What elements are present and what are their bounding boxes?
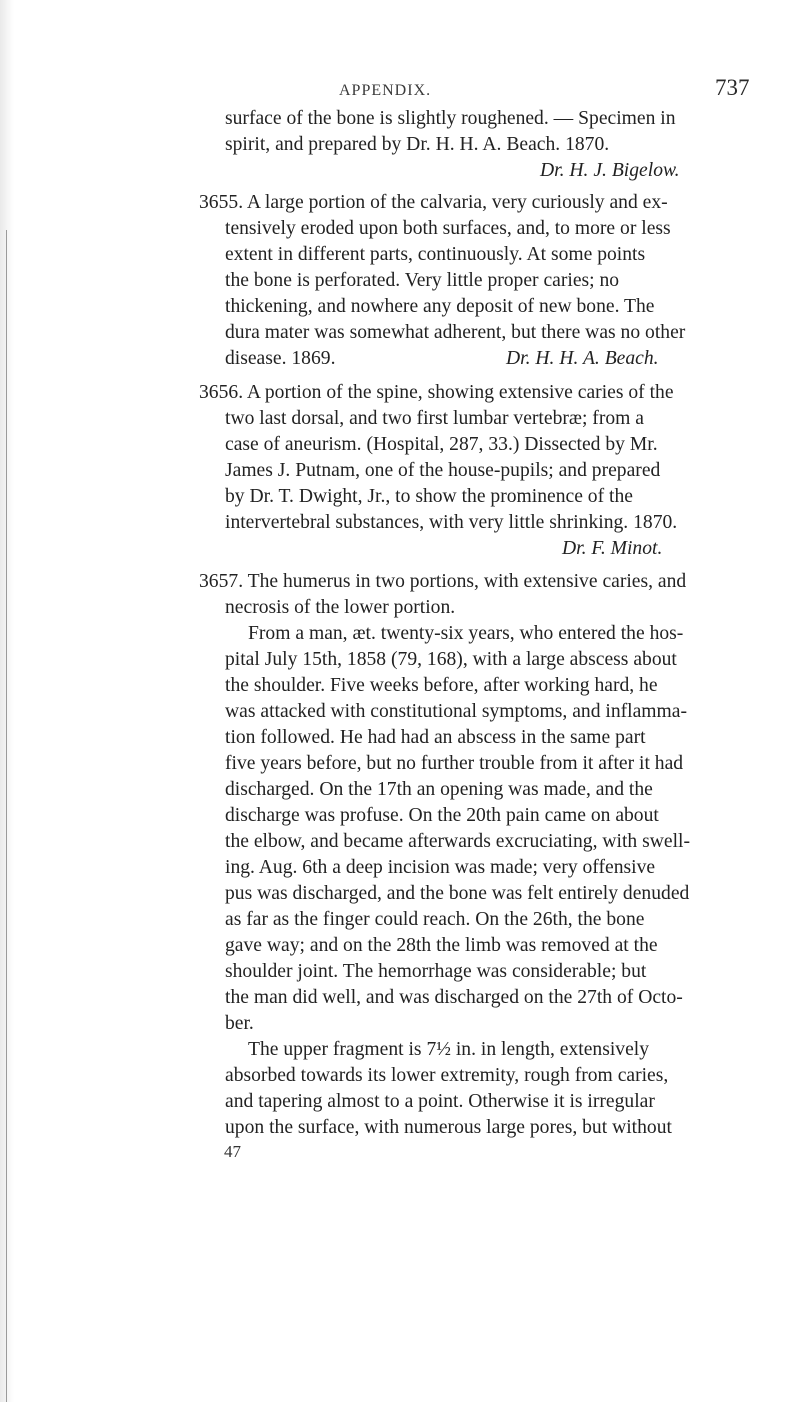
text-line: shoulder joint. The hemorrhage was considerable; but <box>225 961 647 982</box>
signature-mark: 47 <box>224 1142 241 1161</box>
text-line: pital July 15th, 1858 (79, 168), with a large abscess about <box>225 649 677 670</box>
text-line: by Dr. T. Dwight, Jr., to show the prominence of the <box>225 486 633 507</box>
text-line: the man did well, and was discharged on the 27th of Octo- <box>225 987 683 1008</box>
text-line: tion followed. He had had an abscess in the same part <box>225 727 646 748</box>
text-line: and tapering almost to a point. Otherwise it is irregular <box>225 1091 655 1112</box>
text-line: upon the surface, with numerous large pores, but without <box>225 1117 672 1138</box>
text-line: discharge was profuse. On the 20th pain came on about <box>225 805 659 826</box>
text-line: discharged. On the 17th an opening was made, and the <box>225 779 653 800</box>
entry-first-line: 3657. The humerus in two portions, with extensive caries, and <box>199 571 687 592</box>
text-line: extent in different parts, continuously. At some points <box>225 244 646 265</box>
text-line: From a man, æt. twenty-six years, who entered the hos- <box>248 623 684 644</box>
text-line: intervertebral substances, with very little shrinking. 1870. <box>225 512 678 533</box>
text-line: dura mater was somewhat adherent, but there was no other <box>225 322 686 343</box>
text-line: The upper fragment is 7½ in. in length, extensively <box>248 1039 650 1060</box>
text-line: tensively eroded upon both surfaces, and, to more or less <box>225 218 671 239</box>
entry-first-line: 3656. A portion of the spine, showing extensive caries of the <box>199 382 674 403</box>
text-line: surface of the bone is slightly roughened. — Specimen in <box>225 108 676 129</box>
text-line: five years before, but no further trouble from it after it had <box>225 753 684 774</box>
page-number: 737 <box>715 75 750 100</box>
entry-first-line: 3655. A large portion of the calvaria, very curiously and ex- <box>199 192 668 213</box>
text-line: two last dorsal, and two first lumbar vertebræ; from a <box>225 408 644 429</box>
text-line: ber. <box>225 1013 254 1034</box>
text-line: case of aneurism. (Hospital, 287, 33.) Dissected by Mr. <box>225 434 658 455</box>
text-line: thickening, and nowhere any deposit of new bone. The <box>225 296 655 317</box>
binding-edge-line <box>6 230 7 1402</box>
text-line: pus was discharged, and the bone was felt entirely denuded <box>225 883 690 904</box>
donor-signature: Dr. F. Minot. <box>562 538 663 559</box>
text-line: absorbed towards its lower extremity, rough from caries, <box>225 1065 669 1086</box>
text-line: the shoulder. Five weeks before, after working hard, he <box>225 675 658 696</box>
text-line: was attacked with constitutional symptoms, and inflamma- <box>225 701 687 722</box>
text-line: disease. 1869. <box>225 348 336 369</box>
text-line: spirit, and prepared by Dr. H. H. A. Beach. 1870. <box>225 134 610 155</box>
page-binding-shadow <box>0 0 14 1402</box>
text-line: the elbow, and became afterwards excruciating, with swell- <box>225 831 690 852</box>
text-line: James J. Putnam, one of the house-pupils; and prepared <box>225 460 661 481</box>
text-line: necrosis of the lower portion. <box>225 597 456 618</box>
text-line: gave way; and on the 28th the limb was removed at the <box>225 935 658 956</box>
donor-signature: Dr. H. J. Bigelow. <box>540 160 680 181</box>
text-line: as far as the finger could reach. On the 26th, the bone <box>225 909 645 930</box>
running-title: APPENDIX. <box>339 82 432 99</box>
text-line: ing. Aug. 6th a deep incision was made; very offensive <box>225 857 656 878</box>
text-line: the bone is perforated. Very little proper caries; no <box>225 270 620 291</box>
donor-signature: Dr. H. H. A. Beach. <box>506 348 659 369</box>
